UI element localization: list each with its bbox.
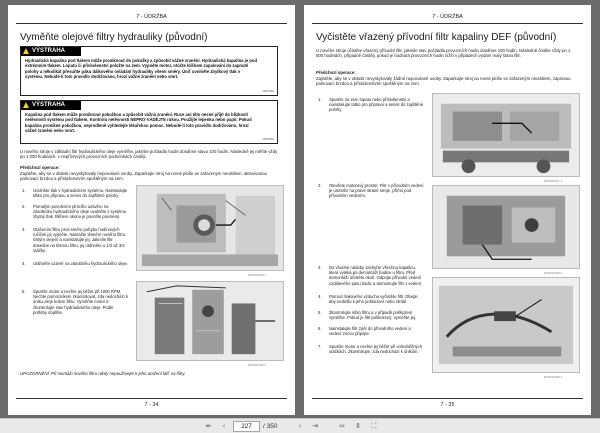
- next-page-button[interactable]: ›: [298, 423, 302, 430]
- intro-paragraph: U nového stroje v základní filtr hydraulického oleje vyměňte, jakmile počitadlo hodin dosáhne stavu 100 hodin. Následně jej měňte vždy po 1 000 hodinách, v nepříznivých provozních podmínkách častěji.: [20, 149, 278, 160]
- note: UPOZORNĚNÍ: Při montáži nového filtru nikdy nepoužívejte k jeho utažení klíč na filtry.: [20, 371, 186, 376]
- prereq-text: Zajistěte, aby se v oblasti nevyskytovaly žádné nepovolané osoby. Zaparkujte stroj na rovné ploše se zařazeným neutrálem, zapnutou parkovací brzdou a příslušenstvím spuštěným na zem.: [316, 76, 571, 87]
- step-6: 6. Nainstalujte filtr zpět do přívodního vedení a vedení znovu připojte.: [318, 326, 411, 337]
- warning-text: Hydraulická kapalina pod tlakem může proniknout do pokožky a způsobit vážné zranění. Hydraulická kapalina je pod extrémním tlakem. Lopatu či příslušenství položte na zem. Vypněte motor, otočte klíčkem zapalování do zapnuté polohy a několikát přesuňte páku dálkového ovládání hydrauliky všemi směry. Úniť uvolněte zbytkový tlak v systému. Nebudé-li toto pravidlo dodržováno, hrozí vážné zranění nebo smrt.: [25, 58, 257, 79]
- step-5: 5. Zkontrolujte sítko filtru a v případě poškození vyměňte. Pokud je filtr poškozený, vyměňte jej.: [318, 310, 417, 321]
- step-3: 3. Otáčením filtru proti směru pohybu hodinových ručiček jej vyjměte. Namažte těsnění nového filtru čistým olejem a nainstalujte jej. Jakmile filtr dosedne na těsnou filtru, jej utáhněte o 1/2 až 3/4 otáčky.: [22, 227, 126, 253]
- first-page-button[interactable]: ⇤: [206, 423, 212, 430]
- fit-page-button[interactable]: ⇕: [355, 423, 361, 430]
- page-footer: 7 - 35: [312, 398, 583, 409]
- fit-width-button[interactable]: ⬄: [339, 423, 345, 430]
- step-1: 1. Uvolněte tlak v hydraulickém systému. Nainstalujte tátko pro připravu a servis do zajištěné polohy.: [22, 188, 128, 199]
- step-4: 4. Utáhněte uzávěr na zásobníku hydraulického oleje.: [22, 261, 128, 266]
- step-2: 2. Otevřete motorový prostor. Filtr v přívodním vedení je umístěn na pravé straně stroje, přímo pod přívodním vedením.: [318, 183, 424, 199]
- page-header: 7 - ÚDRŽBA: [312, 12, 583, 24]
- step-7: 7. Spusťte motor a nechte jej běžet při volnoběžných otáčkách. Zkontrolujte, zda nedochází k únikům.: [318, 344, 423, 355]
- page-number-input[interactable]: 227: [233, 421, 260, 432]
- prereq-title: Předchozí operace:: [316, 70, 356, 75]
- warning-box-1: [20, 46, 278, 96]
- previous-page-button[interactable]: ‹: [222, 423, 226, 430]
- page-7-34: [8, 5, 295, 415]
- warning-heading: VÝSTRAHA: [21, 47, 81, 56]
- prereq-text: Zajistěte, aby se v oblasti nevyskytovaly nepovolané osoby. Zaparkujte stroj na rovné ploše se zařazeným neutrálem, aktivovanou parkovací brzdou a příslušenstvím spuštěným na zem.: [20, 171, 267, 182]
- section-title: Vyčistěte vřazený přívodní filtr kapaliny DEF (původní): [316, 32, 557, 43]
- page-7-35: [304, 5, 591, 415]
- section-title: Vyměňte olejové filtry hydrauliky (původní): [20, 32, 208, 43]
- prereq-title: Předchozí operace:: [20, 165, 60, 170]
- step-3: 3. Do vhodné nádoby zachyťte všechnu kapalinu, která vytéká po demontáži hadice u filtru. Před demontáží očistěte okolí. Odpojte přívodní vedení vzdáleného pásu hadic a demontujte filtr z vedení.: [318, 265, 423, 286]
- warning-code: W0158A: [262, 137, 274, 141]
- step-2: 2. Pomalým povolením plnicího uzávěru na zásobníku hydraulického oleje uvolněte z systému zbytný tlak. Během úkonu je povolíte povolený.: [22, 204, 127, 220]
- figure-hydraulic-filter: [136, 185, 284, 271]
- figure-caption-1: RCPH12345 1: [248, 273, 267, 277]
- figure-caption-3: RCPH12349 3: [544, 375, 563, 379]
- warning-box-2: [20, 100, 278, 144]
- figure-engine-compartment: [432, 185, 580, 269]
- page-total: / 350: [263, 423, 278, 430]
- warning-heading: VÝSTRAHA: [21, 101, 81, 110]
- intro-paragraph: U nového stroje očistěte vřazený přívodní filtr, jakmile stav počitadla provozních hodin dosáhne 100 hodin. Následně čistěte vždy po 1 500 hodinách, případně častěji, pokud je hodnota provozních hodin nižší v případech vydání maly stavu filtr.: [316, 48, 571, 59]
- page-header: 7 - ÚDRŽBA: [16, 12, 287, 24]
- step-4: 4. Pomocí tlakového vzduchu vyčistěte filtr. Dbejte, aby nedošlo k jeho poškození nebo ztrátě.: [318, 294, 419, 305]
- figure-machine-side: [432, 93, 580, 177]
- last-page-button[interactable]: ⇥: [312, 423, 318, 430]
- figure-caption-2: RCPH12348 2: [544, 271, 563, 275]
- warning-code: W0178A: [262, 89, 274, 93]
- figure-caption-2: RCPH12346 2: [248, 363, 267, 367]
- warning-text: Kapalina pod tlakem může proniknout pokožkou a způsobit vážná zranění. Ruce ani tělo nesmí přijít do blízkosti netěsností systému pod tlakem. Kontrolu netěsností NEPRO-VÁDĚJTE rukou. Použijte lepenku nebo papír. Pokud kapalina pronikne pokožkou, neprodleně vyhledejte lékařskou pomoc. Nebudé-li toto pravidlo dodržováno, hrozí vážné zranění nebo smrt.: [25, 112, 252, 133]
- step-1: 1. Spusťte na zem lopatu nebo příslušenství a nainstalujte tátko pro připravu a servis do zajištěné polohy.: [318, 97, 424, 113]
- page-footer: 7 - 34: [16, 398, 287, 409]
- step-5: 5. Spusťte motor a nechte jej běžet při 1000 RPM. Nechte pomocníkem zkontrolovat, zda nedochází k úniku oleje kolem filtru. Vyměňte motor a zkontrolujte stav hydraulického oleje. Podle potřeby doplňte.: [22, 289, 128, 315]
- figure-engine-area: [136, 281, 284, 361]
- figure-def-filter: [432, 277, 580, 373]
- warning-triangle-icon: [23, 48, 29, 54]
- warning-triangle-icon: [23, 102, 29, 108]
- viewer-toolbar: [0, 418, 600, 433]
- fullscreen-button[interactable]: ⛶: [371, 423, 377, 430]
- figure-caption-1: RCPH12347 1: [544, 179, 563, 183]
